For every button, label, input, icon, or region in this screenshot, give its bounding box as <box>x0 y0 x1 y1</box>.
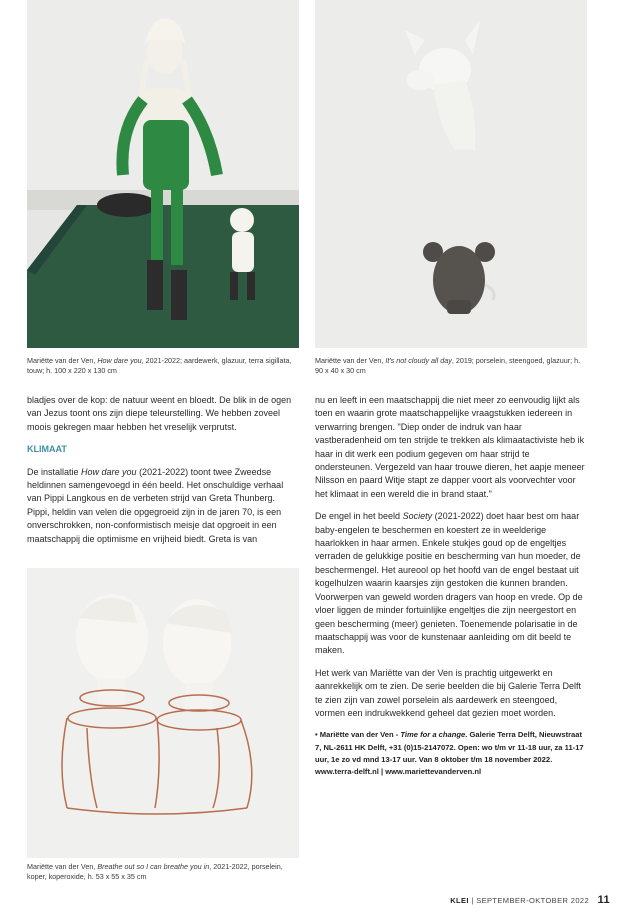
left-text-column <box>27 394 299 555</box>
intro-paragraph: bladjes over de kop: de natuur weent en bloedt. De blik in de ogen van Jezus toont ons zijn diepe teleurstelling. We hebben zoveel moois gekregen maar hebben het vreselijk verprutst. <box>27 395 292 432</box>
photo-how-dare-you <box>27 0 299 348</box>
right-text-column <box>315 394 587 778</box>
conclusion-paragraph: Het werk van Mariëtte van der Ven is prachtig uitgewerkt en aanrekkelijk om te zien. De serie beelden die bij Galerie Terra Delft te zien zijn van zowel porselein als aardewerk en steengoed, vormen een indrukwekkend geheel dat gezien moet worden. <box>315 667 581 718</box>
photo-its-not-cloudy-all-day <box>315 0 587 348</box>
photo-breathe-out <box>27 568 299 858</box>
page-number: 11 <box>597 894 610 906</box>
how-dare-you-illustration <box>27 0 299 348</box>
greta-paragraph: nu en leeft in een maatschappij die niet meer zo eenvoudig lijkt als toen en waarin grote maatschappelijke vraagstukken iedereen in verwarring brengen. "Diep onder de indruk van haar vastberadenheid om ten strijde te trekken als klimaatactiviste heb ik haar in dit werk een podium gegeven om haar strijd te ondersteunen. Vergezeld van haar trouwe dieren, het aapje meneer Nilsson en paard Witje stapt ze dapper voort als voorvechter voor het klimaat in een wereld die in brand staat." <box>315 395 585 499</box>
info-links[interactable]: www.terra-delft.nl | www.mariettevanderven.nl <box>315 766 482 776</box>
magazine-name: KLEI <box>450 896 469 905</box>
how-dare-you-paragraph: De installatie How dare you (2021-2022) toont twee Zweedse heldinnen samengevoegd in één beeld. Het onschuldige verhaal van Pippi Langkous en de verbeten strijd van Greta Thunberg. Pippi, heldin van velen die opgegroeid zijn in de jaren 70, is een onverschrokken, non-conformistisch meisje dat opgroeit in een maatschappij die optimisme en vrijheid biedt. Greta is van <box>27 466 284 544</box>
section-heading-klimaat: KLIMAAT <box>27 444 67 455</box>
exhibition-info: • Mariëtte van der Ven - Time for a change. Galerie Terra Delft, Nieuwstraat 7, NL-2611 HK Delft, +31 (0)15-2147072. Open: wo t/m vr 11-18 uur, za 11-17 uur, 1e zo vd mnd 13-17 uur. Van 8 oktober t/m 18 november 2022. www.terra-delft.nl | www.mariettevanderven.nl <box>315 730 584 776</box>
caption-breathe-out: Mariëtte van der Ven, Breathe out so I can breathe you in, 2021-2022, porselein, koper, koperoxide, h. 53 x 55 x 35 cm <box>27 862 283 881</box>
caption-its-not-cloudy-all-day: Mariëtte van der Ven, It's not cloudy all day, 2019; porselein, steengoed, glazuur; h. 90 x 40 x 30 cm <box>315 356 581 375</box>
caption-how-dare-you: Mariëtte van der Ven, How dare you, 2021-2022; aardewerk, glazuur, terra sigillata, touw; h. 100 x 220 x 130 cm <box>27 356 292 375</box>
breathe-out-illustration <box>27 568 299 858</box>
info-bullet: • <box>315 730 318 740</box>
footer-separator: | <box>471 896 474 905</box>
issue-label: SEPTEMBER-OKTOBER 2022 <box>476 896 590 905</box>
society-paragraph: De engel in het beeld Society (2021-2022) doet haar best om haar baby-engelen te beschermen en koestert ze in weelderige haarlokken in haar armen. Enkele stukjes goud op de engeltjes verraden de gelukkige positie en bescherming van hun moeder, de beschermengel. Het aureool op het hoofd van de engel bestaat uit kogelhulzen waarin kaarsjes zijn gestoken die kunnen branden. Voorwerpen van geweld worden dragers van hoop en vrede. Op de vloer liggen de minder fortuinlijke engeltjes die zijn neergestort en geen bescherming (meer) genieten. Toenemende polarisatie in de maatschappij was voor de kunstenaar aanleiding om dit beeld te maken. <box>315 511 583 656</box>
its-not-cloudy-illustration <box>315 0 587 348</box>
page-footer <box>450 894 610 906</box>
